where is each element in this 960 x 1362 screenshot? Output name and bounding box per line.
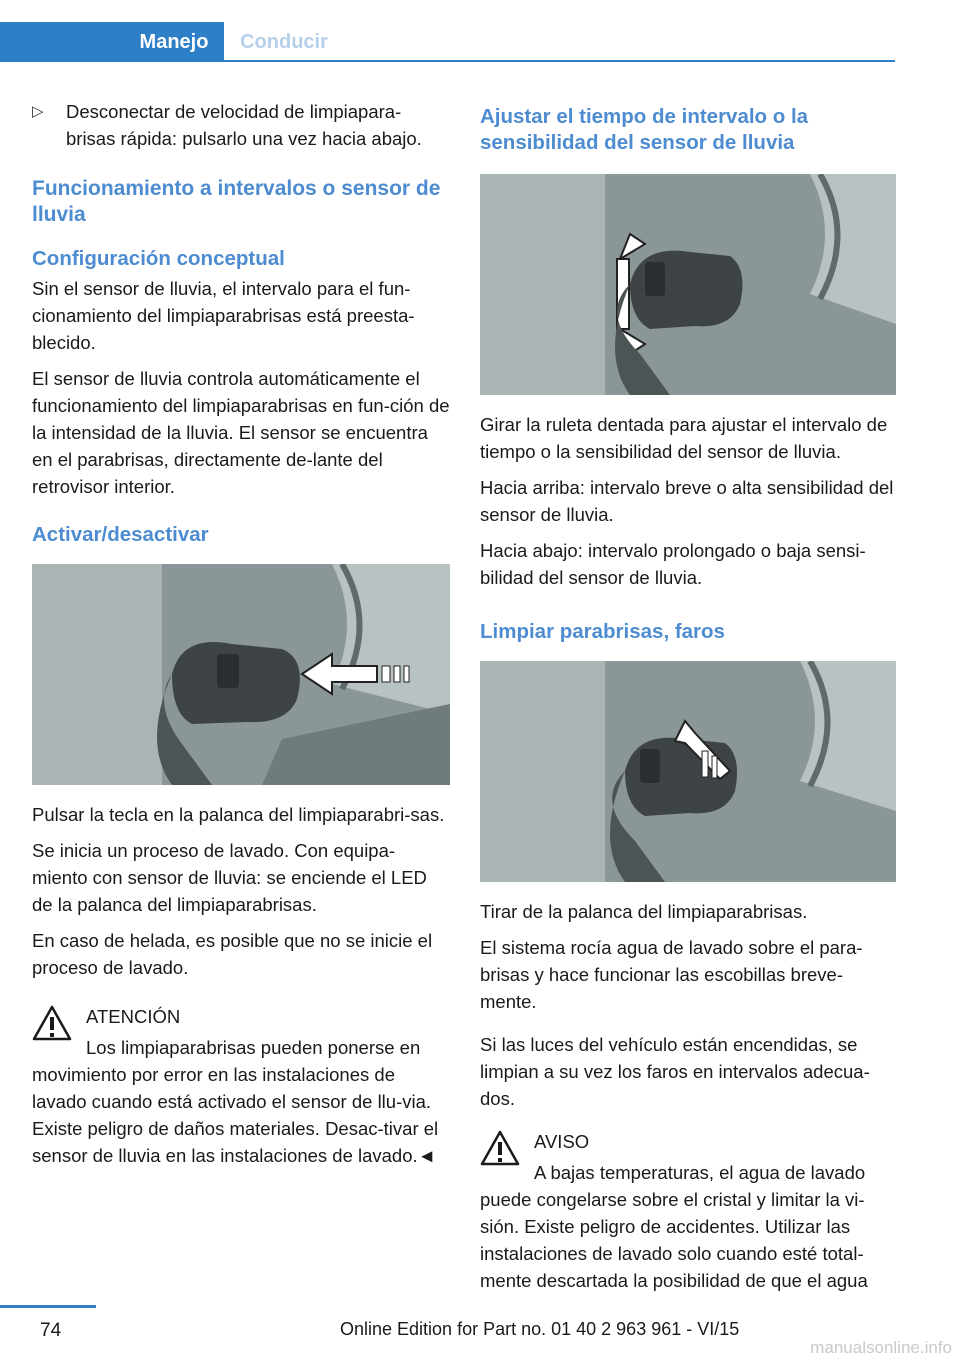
notice-body: puede congelarse sobre el cristal y limitar la vi‐sión. Existe peligro de accidentes. Utilizar las instalaciones de lavado solo cuando esté total‐mente descartada la posibilidad de que el agua — [480, 1189, 868, 1291]
paragraph-turn: Girar la ruleta dentada para ajustar el intervalo de tiempo o la sensibilidad del sensor de lluvia. — [480, 414, 888, 462]
warning-triangle-icon — [480, 1130, 520, 1166]
warning-triangle-icon — [32, 1005, 72, 1041]
subheading-clean: Limpiar parabrisas, faros — [480, 620, 725, 643]
left-column — [32, 98, 450, 1178]
paragraph-pull: Tirar de la palanca del limpiaparabrisas. — [480, 901, 808, 922]
warning-title: ATENCIÓN — [86, 1006, 181, 1027]
page-number: 74 — [40, 1320, 62, 1341]
tab-conducir[interactable]: Conducir — [240, 31, 328, 53]
paragraph-config-1: Sin el sensor de lluvia, el intervalo para el fun‐cionamiento del limpiaparabrisas está preesta‐blecido. — [32, 278, 415, 353]
header-divider — [224, 60, 895, 62]
section-heading-intervals: Funcionamiento a intervalos o sensor de lluvia — [32, 177, 441, 226]
notice-block — [480, 1128, 896, 1294]
paragraph-wash: Se inicia un proceso de lavado. Con equipa‐miento con sensor de lluvia: se enciende el LED de la palanca del limpiaparabrisas. — [32, 840, 427, 915]
paragraph-press: Pulsar la tecla en la palanca del limpiaparabri‐sas. — [32, 804, 445, 825]
notice-title: AVISO — [534, 1131, 590, 1152]
warning-body: movimiento por error en las instalaciones de lavado cuando está activado el sensor de llu‐via. Existe peligro de daños materiales. Desac‐tivar el sensor de lluvia en las instalaciones de lavado.◄ — [32, 1064, 439, 1166]
notice-first-line: A bajas temperaturas, el agua de lavado — [534, 1162, 866, 1183]
watermark: manualsonline.info — [810, 1338, 952, 1357]
triangle-bullet-icon: ▷ — [32, 103, 44, 120]
figure-pull-lever — [480, 661, 896, 882]
tab-accent-bar — [0, 22, 124, 62]
subheading-config: Configuración conceptual — [32, 247, 285, 270]
footer-accent-rule — [0, 1305, 96, 1308]
chapter-tabbar — [0, 22, 895, 62]
bullet-text: Desconectar de velocidad de limpiapara‐brisas rápida: pulsarlo una vez hacia abajo. — [66, 101, 422, 149]
figure-press-button — [32, 564, 450, 785]
paragraph-spray: El sistema rocía agua de lavado sobre el para‐brisas y hace funcionar las escobillas breve‐mente. — [480, 937, 863, 1012]
tab-manejo[interactable]: Manejo — [124, 22, 224, 62]
paragraph-up: Hacia arriba: intervalo breve o alta sensibilidad del sensor de lluvia. — [480, 477, 894, 525]
bullet-item — [32, 98, 450, 152]
edition-note: Online Edition for Part no. 01 40 2 963 961 - VI/15 — [340, 1319, 740, 1339]
paragraph-down: Hacia abajo: intervalo prolongado o baja sensi‐bilidad del sensor de lluvia. — [480, 540, 866, 588]
subheading-activate: Activar/desactivar — [32, 523, 209, 546]
warning-first-line: Los limpiaparabrisas pueden ponerse en — [86, 1037, 421, 1058]
figure-thumbwheel — [480, 174, 896, 395]
paragraph-config-2: El sensor de lluvia controla automáticamente el funcionamiento del limpiaparabrisas en fun‐ción de la intensidad de la lluvia. El sensor se encuentra en el parabrisas, directamente de‐lante del retrovisor interior. — [32, 368, 450, 497]
right-column — [480, 98, 896, 1303]
paragraph-lights: Si las luces del vehículo están encendidas, se limpian a su vez los faros en intervalos adecua‐dos. — [480, 1034, 870, 1109]
paragraph-frost: En caso de helada, es posible que no se inicie el proceso de lavado. — [32, 930, 433, 978]
warning-block — [32, 1003, 450, 1169]
subheading-adjust: Ajustar el tiempo de intervalo o la sensibilidad del sensor de lluvia — [480, 105, 809, 154]
